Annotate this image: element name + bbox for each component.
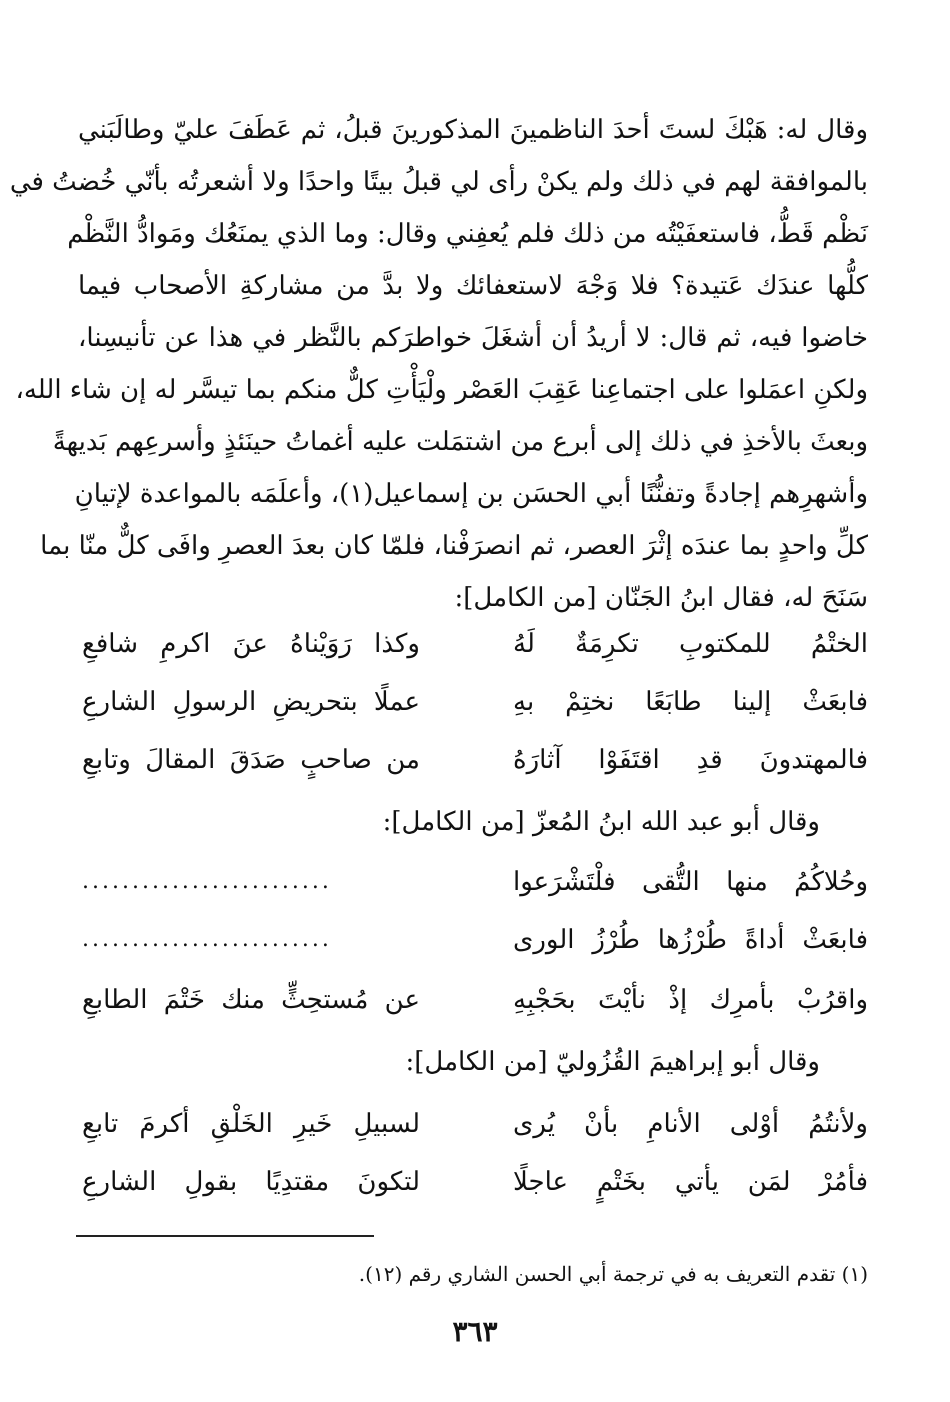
verse-second-hemistich: لسبيلِ خَيرِ الخَلْقِ أكرمَ تابعِ — [82, 1109, 420, 1139]
prose-line: نَظْم قَطُّ، فاستعفَيْتُه من ذلك فلم يُعفِني وقال: وما الذي يمنَعُك ومَوادُّ النَّظْم — [67, 219, 868, 249]
verse-second-hemistich: عملًا بتحريضِ الرسولِ الشارعِ — [82, 687, 420, 717]
prose-line: وقال له: هَبْكَ لستَ أحدَ الناظمينَ المذكورينَ قبلُ، ثم عَطَفَ عليّ وطالَبَني — [78, 115, 868, 145]
verse-second-hemistich: لتكونَ مقتدِيًا بقولِ الشارعِ — [82, 1167, 420, 1197]
verse-first-hemistich: فابعَثْ إلينا طابَعًا نختِمْ بهِ — [513, 687, 868, 717]
prose-line: ولكنِ اعمَلوا على اجتماعِنا عَقِبَ العَصْر ولْيَأْتِ كلٌّ منكم بما تيسَّر له إن شاء الله، — [15, 375, 868, 405]
poem-intro: وقال أبو إبراهيمَ القُزُوليّ [من الكامل]: — [405, 1047, 820, 1077]
verse-first-hemistich: وحُلاكُمُ منها التُّقى فلْتَشْرَعوا — [513, 867, 868, 897]
verse-second-hemistich: من صاحبٍ صَدَقَ المقالَ وتابعِ — [82, 745, 420, 775]
verse-missing-hemistich: ......................... — [82, 927, 332, 952]
prose-line: بالموافقة لهم في ذلك ولم يكنْ رأى لي قبلُ بيتًا واحدًا ولا أشعرتُه بأنّي خُضتُ في — [9, 167, 868, 197]
verse-first-hemistich: فأمُرْ لمَن يأتي بخَتْمٍ عاجلًا — [513, 1167, 868, 1197]
prose-line: سَنَحَ له، فقال ابنُ الجَنّان [من الكامل]: — [454, 583, 868, 613]
verse-first-hemistich: فالمهتدونَ قدِ اقتَفَوْا آثارَهُ — [513, 745, 868, 775]
prose-line: وأشهرِهم إجادةً وتفنُّنًا أبي الحسَن بن إسماعيل(١)، وأعلَمَه بالمواعدة لإتيانِ — [74, 479, 868, 509]
prose-line: وبعثَ بالأخذِ في ذلك إلى أبرع من اشتمَلت عليه أغماتُ حينَئذٍ وأسرعِهم بَديهةً — [52, 427, 868, 457]
poem-intro: وقال أبو عبد الله ابنُ المُعزّ [من الكامل]: — [382, 807, 820, 837]
verse-missing-hemistich: ......................... — [82, 869, 332, 894]
verse-second-hemistich: عن مُستحِثٍّ منك خَتْمَ الطابعِ — [82, 985, 420, 1015]
prose-line: خاضوا فيه، ثم قال: لا أريدُ أن أشغَلَ خواطرَكم بالنَّظر في هذا عن تأنيسِنا، — [78, 323, 868, 353]
prose-line: كلِّ واحدٍ بما عندَه إثْرَ العصر، ثم انصرَفْنا، فلمّا كان بعدَ العصرِ وافَى كلٌّ منّا بما — [40, 531, 868, 561]
verse-first-hemistich: واقرُبْ بأمرِك إذْ نأيْتَ بحَجْبِهِ — [513, 985, 868, 1015]
footnote-separator — [76, 1235, 374, 1237]
page-number: ٣٦٣ — [452, 1315, 498, 1348]
footnote: (١) تقدم التعريف به في ترجمة أبي الحسن الشاري رقم (١٢). — [358, 1262, 868, 1286]
verse-second-hemistich: وكذا رَوَيْناهُ عنَ اكرمِ شافعِ — [82, 629, 420, 659]
prose-line: كلُّها عندَك عَتيدة؟ فلا وَجْهَ لاستعفائك ولا بدَّ من مشاركةِ الأصحاب فيما — [78, 271, 868, 301]
verse-first-hemistich: فابعَثْ أداةً طُرْزُها طُرْزُ الورى — [513, 925, 868, 955]
verse-first-hemistich: ولأنتُمُ أوْلى الأنامِ بأنْ يُرى — [513, 1109, 868, 1139]
verse-first-hemistich: الختْمُ للمكتوبِ تكرِمَةٌ لَهُ — [513, 629, 868, 659]
